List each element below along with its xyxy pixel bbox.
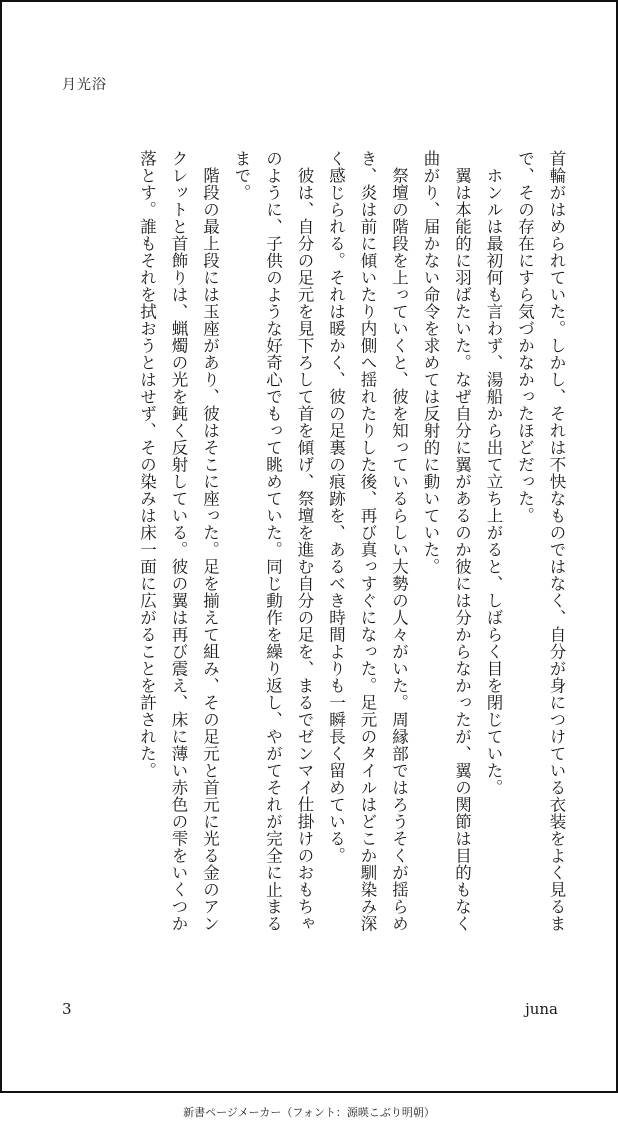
- page-number: 3: [62, 1000, 72, 1018]
- paragraph: 翼は本能的に羽ばたいた。なぜ自分に翼があるのか彼には分からなかったが、翼の関節は目的もなく曲がり、届かない命令を求めては反射的に動いていた。: [421, 150, 472, 932]
- vertical-body-text: [74, 150, 572, 942]
- author-name: juna: [525, 1000, 558, 1018]
- paragraph: ホンルは最初何も言わず、湯船から出て立ち上がると、しばらく目を閉じていた。: [484, 166, 503, 796]
- generator-credit: 新書ページメーカー（フォント：源暎こぶり明朝）: [183, 1106, 435, 1119]
- running-title: 月光浴: [62, 77, 107, 93]
- paragraph: 首輪がはめられていた。しかし、それは不快なものではなく、自分が身につけている衣装をよく見るまで、その存在にすら気づかなかったほどだった。: [515, 150, 566, 932]
- paragraph: 階段の最上段には玉座があり、彼はそこに座った。足を揃えて組み、その足元と首元に光る金のアンクレットと首飾りは、蝋燭の光を鈍く反射している。彼の翼は再び震え、床に薄い赤色の雫をいくつか落とす。誰もそれを拭おうとはせず、その染みは床一面に広がることを許された。: [137, 150, 220, 932]
- paragraph: 彼は、自分の足元を見下ろして首を傾げ、祭壇を進む自分の足を、まるでゼンマイ仕掛けのおもちゃのように、子供のような好奇心でもって眺めていた。同じ動作を繰り返し、やがてそれが完全に止まるまで。: [232, 150, 314, 932]
- paragraph: 祭壇の階段を上っていくと、彼を知っているらしい大勢の人々がいた。周縁部ではろうそくが揺らめき、炎は前に傾いたり内側へ揺れたりした後、再び真っすぐになった。足元のタイルはどこか馴染み深く感じられる。それは暖かく、彼の足裏の痕跡を、あるべき時間よりも一瞬長く留めている。: [326, 150, 409, 932]
